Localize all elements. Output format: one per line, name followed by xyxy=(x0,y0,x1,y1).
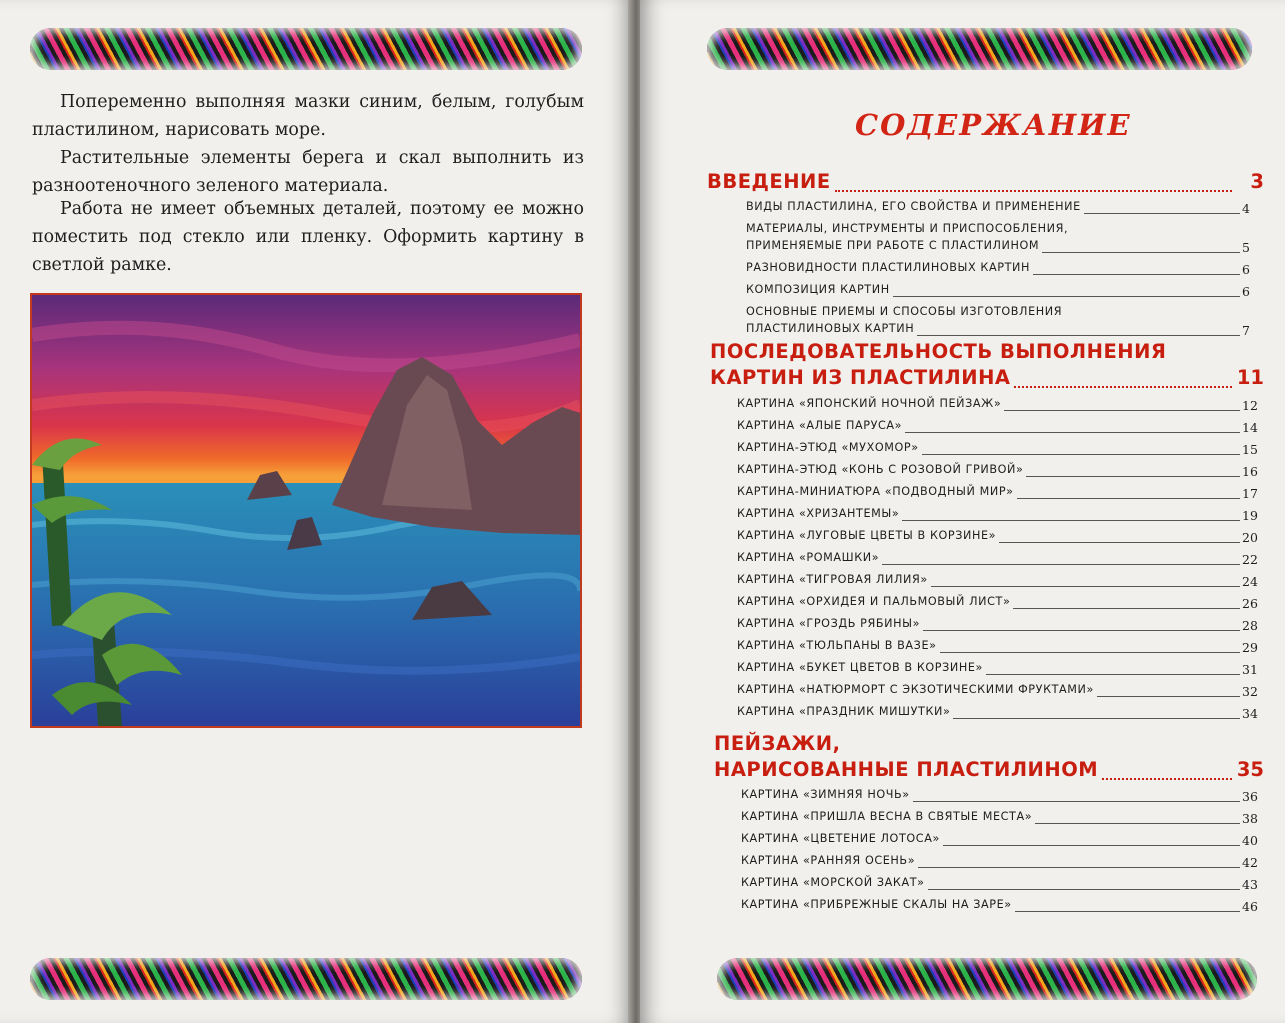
toc-leader xyxy=(917,335,1240,336)
toc-entry-title: КАРТИНА «РОМАШКИ» xyxy=(737,551,880,564)
toc-entry-title: КАРТИНА «ГРОЗДЬ РЯБИНЫ» xyxy=(737,617,921,630)
toc-entry-title: КАРТИНА «ПРАЗДНИК МИШУТКИ» xyxy=(737,705,951,718)
toc-page-number: 7 xyxy=(1242,323,1250,338)
section-page-number: 11 xyxy=(1236,366,1264,389)
toc-page-number: 43 xyxy=(1242,877,1258,892)
section-leader xyxy=(1014,386,1232,388)
toc-page-number: 42 xyxy=(1242,855,1258,870)
toc-entry-title: КОМПОЗИЦИЯ КАРТИН xyxy=(746,283,890,296)
toc-entry-title: КАРТИНА «ТИГРОВАЯ ЛИЛИЯ» xyxy=(737,573,928,586)
toc-leader xyxy=(1015,911,1240,912)
toc-page-number: 17 xyxy=(1242,486,1258,501)
section-title[interactable]: НАРИСОВАННЫЕ ПЛАСТИЛИНОМ xyxy=(714,758,1099,781)
toc-entry-title: МАТЕРИАЛЫ, ИНСТРУМЕНТЫ И ПРИСПОСОБЛЕНИЯ, xyxy=(746,222,1069,235)
toc-leader xyxy=(999,542,1240,543)
decorative-band-top-right xyxy=(707,28,1252,70)
paragraph-2: Растительные элементы берега и скал выполнить из разноотеночного зеленого материала. xyxy=(32,148,584,196)
toc-leader xyxy=(943,845,1240,846)
toc-page-number: 24 xyxy=(1242,574,1258,589)
toc-leader xyxy=(1084,213,1240,214)
toc-leader xyxy=(902,520,1240,521)
toc-leader xyxy=(1004,410,1240,411)
toc-page-number: 31 xyxy=(1242,662,1258,677)
toc-leader xyxy=(1033,274,1240,275)
toc-page-number: 6 xyxy=(1242,284,1250,299)
toc-entry-title: КАРТИНА «ЯПОНСКИЙ НОЧНОЙ ПЕЙЗАЖ» xyxy=(737,397,1002,410)
toc-page-number: 36 xyxy=(1242,789,1258,804)
paragraph-1: Попеременно выполняя мазки синим, белым, голубым пластилином, нарисовать море. xyxy=(32,92,584,140)
bleed-through-text xyxy=(30,740,590,940)
toc-leader xyxy=(893,296,1240,297)
toc-entry-title: КАРТИНА «ТЮЛЬПАНЫ В ВАЗЕ» xyxy=(737,639,937,652)
section-title[interactable]: КАРТИН ИЗ ПЛАСТИЛИНА xyxy=(710,366,1011,389)
toc-page-number: 40 xyxy=(1242,833,1258,848)
toc-leader xyxy=(923,630,1240,631)
toc-leader xyxy=(913,801,1240,802)
toc-title: СОДЕРЖАНИЕ xyxy=(855,108,1132,142)
toc-page-number: 22 xyxy=(1242,552,1258,567)
toc-page-number: 5 xyxy=(1242,240,1250,255)
toc-leader xyxy=(940,652,1240,653)
toc-entry-title: КАРТИНА «РАННЯЯ ОСЕНЬ» xyxy=(741,854,916,867)
toc-entry-title: ПРИМЕНЯЕМЫЕ ПРИ РАБОТЕ С ПЛАСТИЛИНОМ xyxy=(746,239,1040,252)
toc-page-number: 16 xyxy=(1242,464,1258,479)
toc-page-number: 32 xyxy=(1242,684,1258,699)
toc-page-number: 19 xyxy=(1242,508,1258,523)
toc-entry-title: КАРТИНА «АЛЫЕ ПАРУСА» xyxy=(737,419,903,432)
toc-page-number: 29 xyxy=(1242,640,1258,655)
toc-entry-title: КАРТИНА «БУКЕТ ЦВЕТОВ В КОРЗИНЕ» xyxy=(737,661,983,674)
toc-entry-title: КАРТИНА «ХРИЗАНТЕМЫ» xyxy=(737,507,900,520)
toc-entry-title: КАРТИНА «ПРИБРЕЖНЫЕ СКАЛЫ НА ЗАРЕ» xyxy=(741,898,1012,911)
toc-leader xyxy=(905,432,1240,433)
toc-leader xyxy=(1026,476,1240,477)
section-leader xyxy=(1102,778,1232,780)
section-title[interactable]: ПЕЙЗАЖИ, xyxy=(714,732,841,755)
section-page-number: 3 xyxy=(1250,170,1264,193)
section-page-number: 35 xyxy=(1236,758,1264,781)
section-title[interactable]: ПОСЛЕДОВАТЕЛЬНОСТЬ ВЫПОЛНЕНИЯ xyxy=(710,340,1167,363)
toc-leader xyxy=(882,564,1240,565)
toc-leader xyxy=(1097,696,1240,697)
decorative-band-top-left xyxy=(30,28,582,70)
toc-entry-title: ОСНОВНЫЕ ПРИЕМЫ И СПОСОБЫ ИЗГОТОВЛЕНИЯ xyxy=(746,305,1063,318)
toc-page-number: 46 xyxy=(1242,899,1258,914)
toc-leader xyxy=(1017,498,1240,499)
toc-entry-title: КАРТИНА «ОРХИДЕЯ И ПАЛЬМОВЫЙ ЛИСТ» xyxy=(737,595,1011,608)
toc-page-number: 6 xyxy=(1242,262,1250,277)
toc-entry-title: РАЗНОВИДНОСТИ ПЛАСТИЛИНОВЫХ КАРТИН xyxy=(746,261,1030,274)
toc-page-number: 20 xyxy=(1242,530,1258,545)
toc-page-number: 34 xyxy=(1242,706,1258,721)
toc-entry-title: КАРТИНА «ЛУГОВЫЕ ЦВЕТЫ В КОРЗИНЕ» xyxy=(737,529,997,542)
toc-page-number: 15 xyxy=(1242,442,1258,457)
toc-entry-title: ВИДЫ ПЛАСТИЛИНА, ЕГО СВОЙСТВА И ПРИМЕНЕНИЕ xyxy=(746,200,1081,213)
toc-entry-title: КАРТИНА-ЭТЮД «МУХОМОР» xyxy=(737,441,919,454)
section-title[interactable]: ВВЕДЕНИЕ xyxy=(707,170,831,193)
toc-leader xyxy=(953,718,1240,719)
toc-entry-title: КАРТИНА «МОРСКОЙ ЗАКАТ» xyxy=(741,876,925,889)
toc-entry-title: КАРТИНА-ЭТЮД «КОНЬ С РОЗОВОЙ ГРИВОЙ» xyxy=(737,463,1024,476)
section-leader xyxy=(835,190,1232,192)
decorative-band-bottom-left xyxy=(30,958,582,1000)
toc-leader xyxy=(1035,823,1240,824)
toc-page-number: 14 xyxy=(1242,420,1258,435)
toc-leader xyxy=(1042,252,1240,253)
toc-entry-title: КАРТИНА «НАТЮРМОРТ С ЭКЗОТИЧЕСКИМИ ФРУКТАМИ» xyxy=(737,683,1094,696)
toc-page-number: 4 xyxy=(1242,201,1250,216)
toc-page-number: 26 xyxy=(1242,596,1258,611)
toc-leader xyxy=(928,889,1240,890)
left-page xyxy=(0,0,632,1023)
toc-page-number: 12 xyxy=(1242,398,1258,413)
toc-page-number: 28 xyxy=(1242,618,1258,633)
toc-page-number: 38 xyxy=(1242,811,1258,826)
toc-leader xyxy=(918,867,1240,868)
paragraph-3: Работа не имеет объемных деталей, поэтому ее можно поместить под стекло или пленку. Оформить картину в светлой рамке. xyxy=(32,199,584,275)
toc-entry-title: КАРТИНА «ПРИШЛА ВЕСНА В СВЯТЫЕ МЕСТА» xyxy=(741,810,1033,823)
toc-entry-title: КАРТИНА «ЦВЕТЕНИЕ ЛОТОСА» xyxy=(741,832,940,845)
decorative-band-bottom-right xyxy=(717,958,1257,1000)
toc-entry-title: КАРТИНА-МИНИАТЮРА «ПОДВОДНЫЙ МИР» xyxy=(737,485,1014,498)
toc-leader xyxy=(986,674,1240,675)
seascape-illustration xyxy=(30,293,582,728)
toc-leader xyxy=(1013,608,1240,609)
toc-leader xyxy=(922,454,1240,455)
toc-entry-title: ПЛАСТИЛИНОВЫХ КАРТИН xyxy=(746,322,915,335)
toc-leader xyxy=(931,586,1240,587)
toc-entry-title: КАРТИНА «ЗИМНЯЯ НОЧЬ» xyxy=(741,788,910,801)
